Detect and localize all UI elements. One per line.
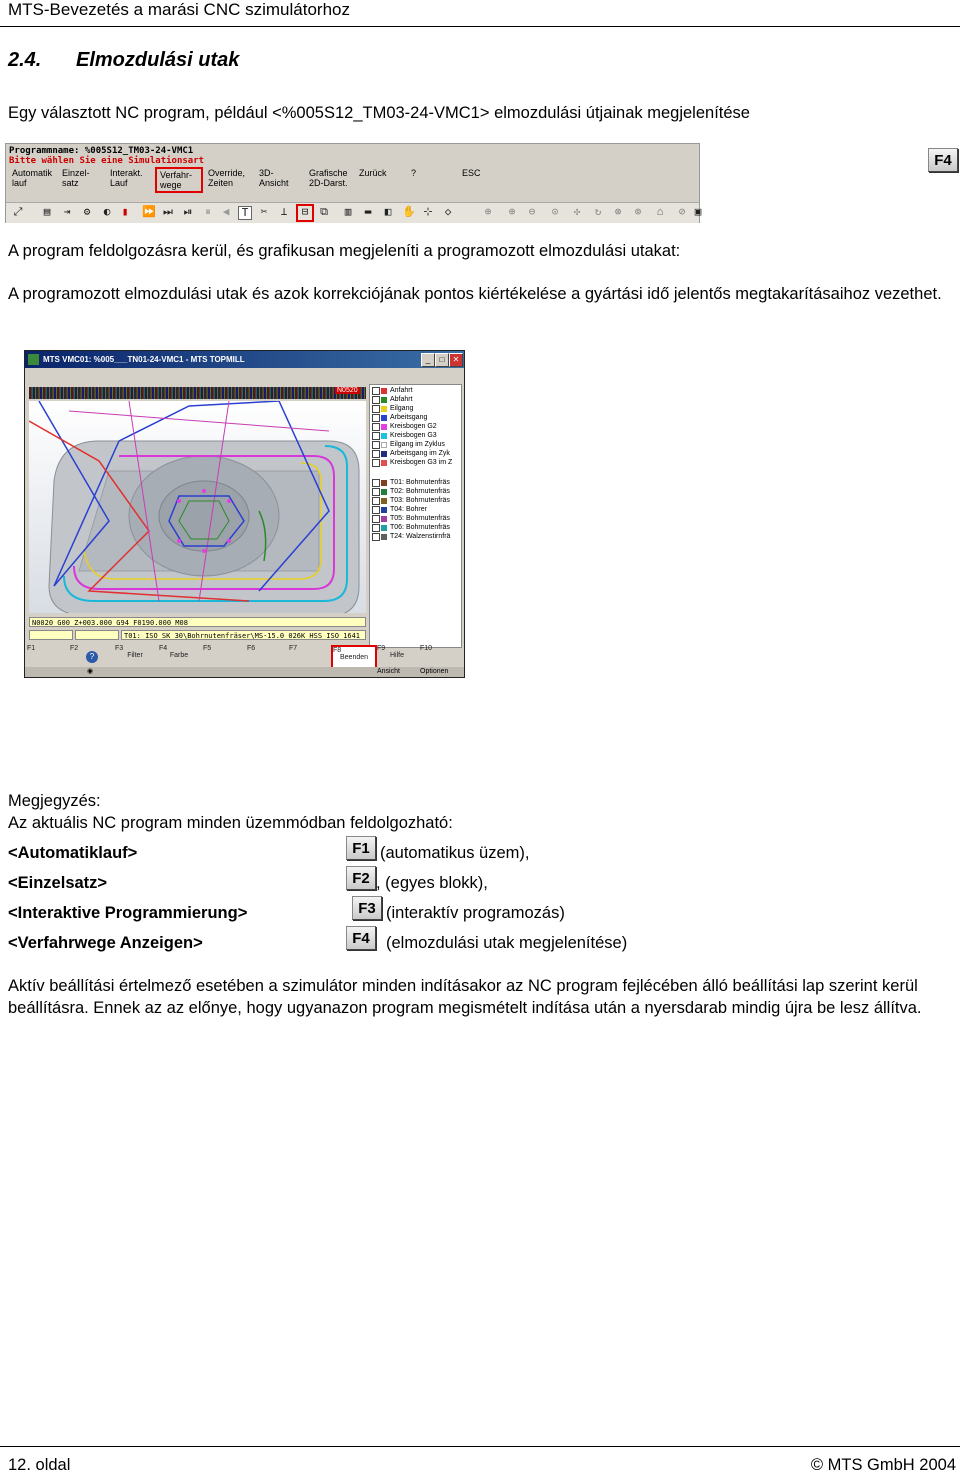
legend-tool-item[interactable]: T04: Bohrer [372, 505, 427, 514]
mode-name: <Automatiklauf> [8, 844, 138, 862]
f2-key[interactable]: F2 ? [70, 645, 110, 665]
nc-field-b [75, 630, 119, 640]
step-icon[interactable]: ⏭ [163, 205, 173, 218]
text-icon[interactable]: T [238, 206, 252, 220]
zoom-in-icon[interactable]: ⊕ [508, 205, 516, 218]
zoom-all-icon[interactable]: ⊚ [634, 205, 642, 218]
note-line1: Az aktuális NC program minden üzemmódban feldolgozható: [8, 814, 453, 832]
menu-grafische-darst[interactable]: Grafische 2D-Darst. [309, 168, 348, 188]
nc-field-a [29, 630, 73, 640]
simulator-window [24, 350, 465, 678]
footer-rule [0, 1446, 960, 1447]
bottom-bar [25, 667, 464, 677]
function-key-bar [25, 645, 464, 667]
f2-key-icon: F2 [346, 866, 376, 890]
f5-key[interactable]: F5 [203, 645, 212, 652]
toolpath-icon[interactable]: ⊟ [296, 204, 314, 222]
rotate-icon[interactable]: ↻ [594, 205, 602, 218]
spindle-icon[interactable]: ⊥ [280, 205, 288, 218]
arrow-in-icon[interactable]: ⇥ [63, 205, 71, 218]
block-counter: N0520 [337, 387, 358, 394]
menu-override-zeiten[interactable]: Override, Zeiten [208, 168, 246, 188]
note-heading: Megjegyzés: [8, 792, 101, 810]
mode-description: (interaktív programozás) [386, 904, 565, 922]
circle-icon: ◉ [87, 668, 94, 675]
legend-tool-item[interactable]: T02: Bohrnutenfräs [372, 487, 450, 496]
zoom-icon[interactable]: ⊕ [484, 205, 492, 218]
move-icon[interactable]: ✣ [573, 205, 581, 218]
list-icon[interactable]: ▤ [43, 205, 51, 218]
menu-help[interactable]: ? [411, 168, 417, 178]
f6-key[interactable]: F6 [247, 645, 256, 652]
f1-key[interactable]: F1 [27, 645, 36, 652]
legend-tool-item[interactable]: T01: Bohrnutenfräs [372, 478, 450, 487]
fast-forward-icon[interactable]: ⏩ [142, 205, 156, 218]
ansicht-button[interactable]: Ansicht [377, 668, 400, 675]
view-icon[interactable]: ⌂ [656, 205, 664, 218]
hilfe-button[interactable]: F9 Hilfe [377, 645, 404, 659]
f1-key-icon: F1 [346, 836, 376, 860]
nc-line: N0020 G00 Z+003.000 G94 F0190.000 M08 [29, 617, 366, 627]
legend-item[interactable]: Abfahrt [372, 395, 413, 404]
section-number: 2.4. [8, 49, 42, 71]
legend-tool-item[interactable]: T03: Bohrnutenfräs [372, 496, 450, 505]
copyright: © MTS GmbH 2004 [810, 1456, 956, 1474]
para-program-processed: A program feldolgozásra kerül, és grafikusan megjeleníti a programozott elmozdulási utakat: [8, 242, 681, 260]
optionen-button[interactable]: Optionen [420, 668, 449, 675]
legend-tool-item[interactable]: T06: Bohrnutenfräs [372, 523, 450, 532]
box-icon[interactable]: ◧ [384, 205, 392, 218]
legend-item[interactable]: Kreisbogen G3 im Z [372, 458, 452, 467]
document-header: MTS-Bevezetés a marási CNC szimulátorhoz [8, 0, 350, 19]
workpiece-icon[interactable]: ▬ [364, 205, 372, 218]
menu-esc[interactable]: ESC [462, 168, 481, 178]
stop-icon[interactable]: ▮ [121, 205, 129, 218]
menu-verfahrwege[interactable]: Verfahr- wege [155, 167, 203, 193]
beenden-button[interactable]: F8 Beenden [331, 645, 377, 669]
mode-name: <Interaktive Programmierung> [8, 904, 248, 922]
hand-icon[interactable]: ✋ [402, 205, 416, 218]
cube-icon[interactable]: ◇ [444, 205, 452, 218]
legend-item[interactable]: Anfahrt [372, 386, 413, 395]
print-icon[interactable]: ▣ [694, 205, 702, 218]
legend-item[interactable]: Kreisbogen G2 [372, 422, 437, 431]
zoom-fit-icon[interactable]: ⊛ [614, 205, 622, 218]
header-rule [0, 26, 960, 27]
f4-key-icon: F4 [928, 148, 958, 172]
step-stop-icon[interactable]: ⏯ [183, 205, 193, 218]
cursor-icon[interactable]: ⤢ [13, 205, 23, 218]
mode-name: <Verfahrwege Anzeigen> [8, 934, 203, 952]
mode-description: , (egyes blokk), [376, 874, 488, 892]
intro-text: Egy választott NC program, például <%005S12_TM03-24-VMC1> elmozdulási útjainak megjelenítése [8, 104, 750, 122]
f7-key[interactable]: F7 [289, 645, 298, 652]
legend-item[interactable]: Kreisbogen G3 [372, 431, 437, 440]
tool-line: T01: ISO SK 30\Bohrnutenfräser\MS-15.0 026K HSS ISO 1641 [121, 630, 366, 640]
farbe-button[interactable]: F4 Farbe [159, 645, 189, 659]
menu-zurueck[interactable]: Zurück [359, 168, 387, 178]
toolpath-graphic [29, 401, 366, 613]
help-circle-icon: ? [86, 651, 98, 663]
pan-icon[interactable]: ⊘ [678, 205, 686, 218]
axes-icon[interactable]: ⊹ [423, 205, 433, 218]
section-title: Elmozdulási utak [76, 49, 240, 71]
gauge-icon[interactable]: ◐ [103, 205, 111, 218]
legend-item[interactable]: Eilgang [372, 404, 413, 413]
close-icon[interactable]: ✕ [449, 353, 463, 367]
menu-3d-ansicht[interactable]: 3D- Ansicht [259, 168, 289, 188]
legend-item[interactable]: Arbeitsgang [372, 413, 427, 422]
menu-einzelsatz[interactable]: Einzel- satz [62, 168, 90, 188]
f10-key[interactable]: F10 [420, 645, 433, 652]
zoom-out-icon[interactable]: ⊖ [528, 205, 536, 218]
cam-icon[interactable]: ⧉ [320, 205, 328, 218]
toolbar-screenshot [5, 143, 700, 223]
pause-icon[interactable]: ⏸ [205, 205, 211, 218]
filter-button[interactable]: F3 Filter [115, 645, 143, 659]
legend-item[interactable]: Arbeitsgang im Zyk [372, 449, 450, 458]
legend-panel [369, 384, 462, 648]
chart-icon[interactable]: ▥ [344, 205, 352, 218]
f4-key-icon: F4 [346, 926, 376, 950]
menu-interakt-lauf[interactable]: Interakt. Lauf [110, 168, 143, 188]
app-icon [28, 354, 39, 365]
mode-description: (elmozdulási utak megjelenítése) [386, 934, 628, 952]
f3-key-icon: F3 [352, 896, 382, 920]
minimize-icon[interactable]: _ [421, 353, 435, 367]
legend-tool-item[interactable]: T24: Walzenstirnfrä [372, 532, 450, 541]
simulation-hint: Bitte wählen Sie eine Simulationsart [9, 156, 205, 166]
legend-tool-item[interactable]: T05: Bohrnutenfräs [372, 514, 450, 523]
page-number: 12. oldal [8, 1456, 71, 1474]
tool-icon[interactable]: ⚙ [83, 205, 91, 218]
para-setup: Aktív beállítási értelmező esetében a szimulátor minden indításakor az NC program fejlécében álló beállítási lap szerint kerül beállításra. Ennek az az előnye, hogy ugyanazon program megismételt indítása után a nyersdarab mindig újra be lesz állítva. [8, 977, 922, 1017]
window-title: MTS VMC01: %005___TN01-24-VMC1 - MTS TOPMILL [25, 351, 464, 368]
rewind-icon[interactable]: ◀ [222, 205, 230, 218]
mode-name: <Einzelsatz> [8, 874, 108, 892]
legend-item[interactable]: Eilgang im Zyklus [372, 440, 445, 449]
menu-automatiklauf[interactable]: Automatik lauf [12, 168, 53, 188]
block-timeline[interactable] [29, 387, 366, 399]
para-evaluation: A programozott elmozdulási utak és azok korrekciójának pontos kiértékelése a gyártási idő jelentős megtakarításaihoz vezethet. [8, 285, 942, 303]
mode-description: (automatikus üzem), [380, 844, 530, 862]
scissors-icon[interactable]: ✂ [260, 205, 268, 218]
toolpath-view[interactable] [29, 401, 366, 613]
zoom-window-icon[interactable]: ⊙ [551, 205, 559, 218]
maximize-icon[interactable]: □ [435, 353, 449, 367]
program-name: Programmname: %005S12_TM03-24-VMC1 [9, 146, 194, 156]
